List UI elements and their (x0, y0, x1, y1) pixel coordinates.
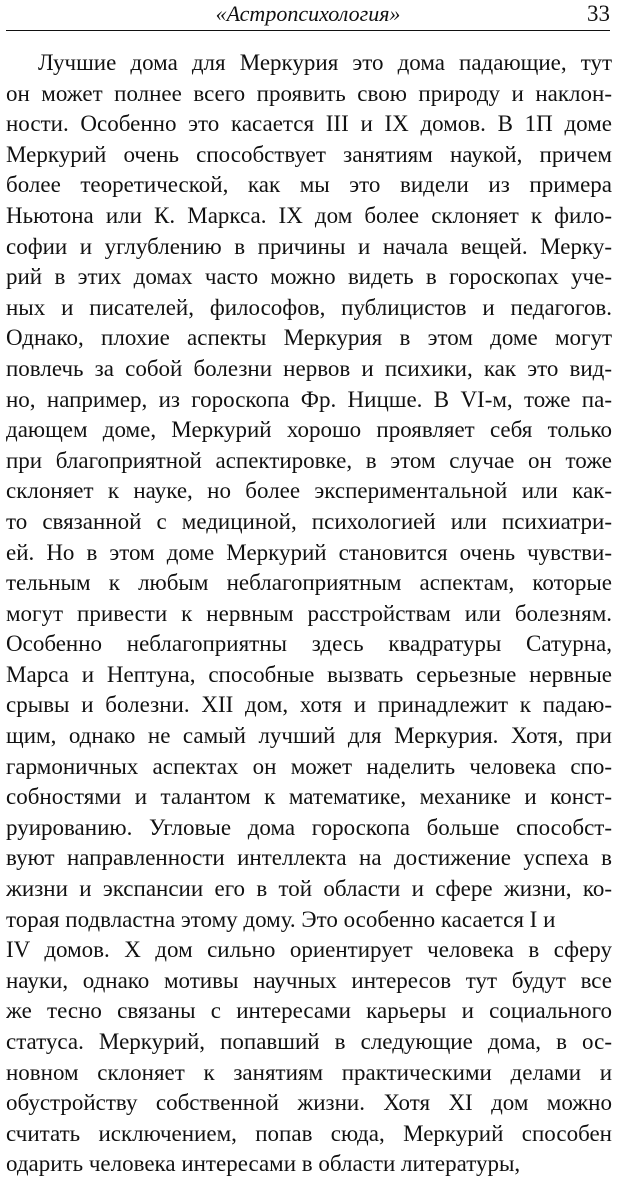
text-line: но, например, из гороскопа Фр. Ницше. В VI-м, тоже па- (6, 386, 612, 412)
text-line: он может полнее всего проявить свою природу и наклон- (6, 80, 612, 106)
text-line: то связанной с медициной, психологией или психиатри- (6, 508, 612, 534)
text-line: срывы и болезни. XII дом, хотя и принадлежит к падаю- (6, 692, 612, 718)
text-line: при благоприятной аспектировке, в этом случае он тоже (6, 447, 612, 473)
text-line: одарить человека интересами в области литературы, (6, 1151, 521, 1177)
text-line: Ньютона или К. Маркса. IX дом более склоняет к фило- (6, 202, 612, 228)
text-line: повлечь за собой болезни нервов и психики, как это вид- (6, 355, 612, 381)
header-rule (6, 30, 610, 31)
text-line: Марса и Нептуна, способные вызвать серьезные нервные (6, 661, 612, 687)
text-line: жизни и экспансии его в той области и сфере жизни, ко- (6, 876, 612, 902)
text-line: щим, однако не самый лучший для Меркурия. Хотя, при (6, 723, 612, 749)
text-line: Особенно неблагоприятны здесь квадратуры Сатурна, (6, 631, 612, 657)
text-line: же тесно связаны с интересами карьеры и социального (6, 998, 612, 1024)
text-line: науки, однако мотивы научных интересов тут будут все (6, 967, 612, 993)
running-header (6, 0, 610, 30)
text-line: вуют направленности интеллекта на достижение успеха в (6, 845, 612, 871)
text-line: считать исключением, попав сюда, Меркурий способен (6, 1120, 612, 1146)
text-line: обустройству собственной жизни. Хотя XI дом можно (6, 1090, 612, 1116)
text-line: софии и углублению в причины и начала вещей. Мерку- (6, 233, 612, 259)
body-text (6, 48, 612, 1180)
text-line: Лучшие дома для Меркурия это дома падающие, тут (38, 50, 612, 75)
text-line: ных и писателей, философов, публицистов и педагогов. (6, 294, 612, 320)
text-line: новном склоняет к занятиям практическими делами и (6, 1059, 612, 1085)
text-line: Однако, плохие аспекты Меркурия в этом доме могут (6, 325, 612, 351)
text-line: тельным к любым неблагоприятным аспектам, которые (6, 570, 612, 596)
text-line: дающем доме, Меркурий хорошо проявляет себя только (6, 417, 612, 443)
text-line: торая подвластна этому дому. Это особенно касается I и (6, 906, 556, 932)
page-number: 33 (587, 1, 610, 26)
text-line: Меркурий очень способствует занятиям наукой, причем (6, 141, 612, 167)
text-line: статуса. Меркурий, попавший в следующие дома, в ос- (6, 1029, 612, 1054)
text-line: могут привести к нервным расстройствам или болезням. (6, 600, 612, 626)
text-line: руированию. Угловые дома гороскопа больше способст- (6, 814, 612, 840)
text-line: гармоничных аспектах он может наделить человека спо- (6, 753, 612, 779)
text-line: более теоретической, как мы это видели из примера (6, 172, 612, 198)
text-line: ности. Особенно это касается III и IX домов. В 1П доме (6, 111, 612, 137)
text-line: ей. Но в этом доме Меркурий становится очень чувстви- (6, 539, 612, 565)
text-line: собностями и талантом к математике, механике и конст- (6, 784, 612, 810)
text-line: склоняет к науке, но более экспериментальной или как- (6, 478, 612, 504)
text-line: IV домов. X дом сильно ориентирует человека в сферу (6, 937, 612, 963)
running-header-title: «Астропсихология» (215, 1, 401, 26)
text-line: рий в этих домах часто можно видеть в гороскопах уче- (6, 264, 612, 290)
